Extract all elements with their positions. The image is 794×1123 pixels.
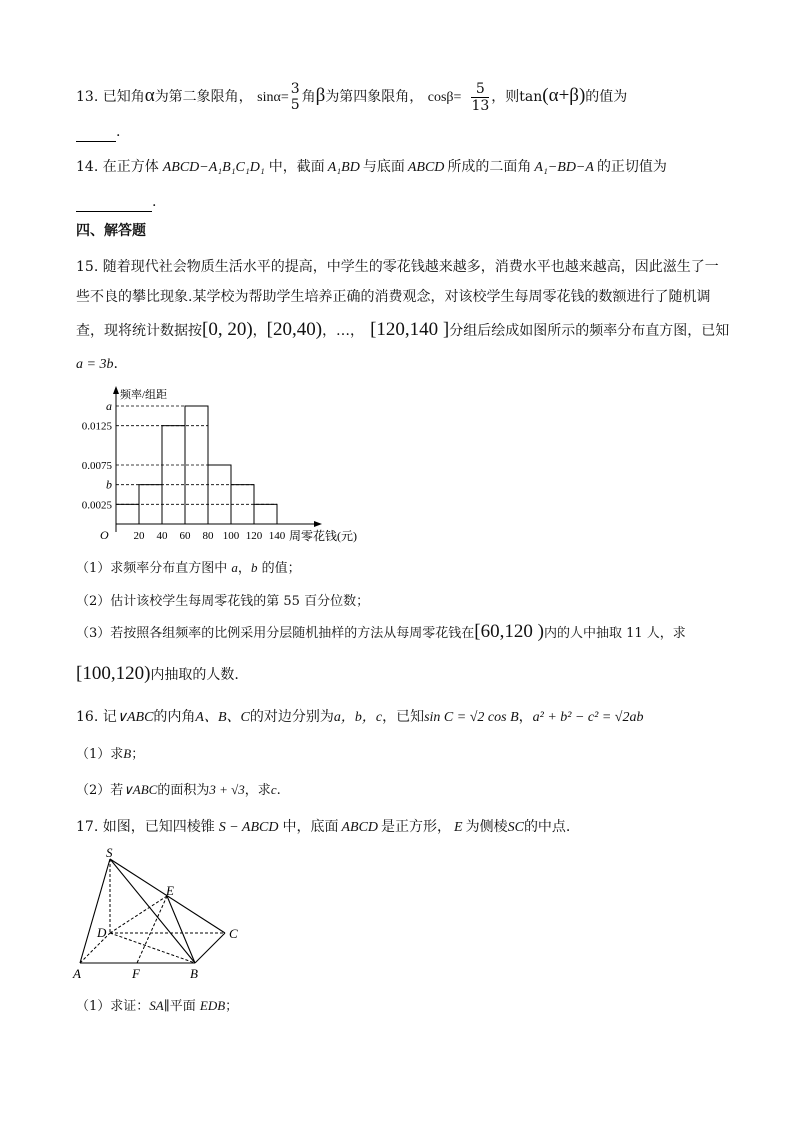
label-B: B: [190, 966, 198, 981]
q15-text: 随着现代社会物质生活水平的提高，中学生的零花钱越来越多，消费水平也越来越高，因此滋生了一: [102, 259, 719, 275]
q15-sep: ，…，: [322, 323, 365, 339]
q16-part-1: [76, 743, 144, 762]
q16-part-2-text: 的面积为: [157, 783, 210, 798]
q13-text: 角: [301, 89, 316, 105]
q17-text: 是正方形，: [381, 819, 452, 835]
q13-den-1: 5: [290, 97, 300, 113]
label-D: D: [97, 925, 107, 940]
edge-BC: [195, 933, 225, 963]
q15-sep: ，: [237, 561, 251, 576]
x-tick-100: 100: [222, 530, 240, 542]
q16-area: 3 + √3: [209, 782, 245, 797]
q14-end: .: [152, 194, 157, 210]
label-A: A: [73, 966, 81, 981]
edge-EF: [137, 896, 167, 963]
q17-end: ；: [225, 999, 239, 1014]
q16-text: ，已知: [382, 709, 425, 725]
q13-answer-blank[interactable]: [76, 127, 116, 142]
y-axis-label: 频率/组距: [120, 389, 168, 401]
q17-part-1-text: （1）求证：: [76, 999, 150, 1014]
q16-end: ；: [131, 747, 145, 762]
question-13: [76, 78, 627, 114]
q13-text: 的值为: [585, 89, 628, 105]
q15-interval-1: [0, 20): [202, 319, 253, 340]
pyramid-diagram: [70, 845, 250, 985]
y-tick-labels: [82, 399, 113, 511]
q15-part-1: [76, 557, 301, 576]
q17-text: 中，底面: [282, 819, 339, 835]
q17-point-E: E: [454, 820, 463, 835]
q15-interval-100-120: [100,120): [76, 663, 151, 684]
q13-den-2: 13: [471, 97, 490, 114]
q16-part-2-text: （2）若: [76, 783, 124, 798]
q16-triangle: ∨ABC: [123, 782, 158, 797]
q16-triangle: ∨ABC: [116, 710, 154, 725]
q13-cos: cosβ=: [427, 90, 462, 105]
q15-line-1: [76, 256, 719, 276]
q16-var-B: B: [123, 746, 132, 761]
y-tick-a: a: [106, 399, 112, 413]
q14-plane-1: A₁BD: [327, 160, 360, 175]
q14-text: 的正切值为: [596, 159, 667, 175]
y-axis-arrow: [113, 386, 119, 394]
q17-text: 如图，已知四棱锥: [102, 819, 215, 835]
q16-equation-1: sin C = √2 cos B: [424, 710, 519, 725]
q16-text: 的内角: [153, 709, 196, 725]
q15-part-1-text: 的值；: [261, 561, 301, 576]
edge-EB: [167, 896, 195, 963]
q13-fraction-1: [291, 81, 300, 113]
q17-number: 17.: [76, 819, 99, 835]
question-17: [76, 816, 570, 836]
q16-equation-2: a² + b² − c² = √2ab: [532, 710, 644, 725]
q15-number: 15.: [76, 259, 99, 275]
q16-angles: A、B、C: [195, 710, 250, 725]
q13-alpha-plus-beta: (α+β): [542, 85, 586, 106]
histogram-bar-40-60: [162, 426, 185, 524]
y-tick-0.0025: 0.0025: [81, 499, 112, 512]
q16-part-1-text: （1）求: [76, 747, 124, 762]
q16-sep: ，: [518, 709, 533, 725]
q14-number: 14.: [76, 159, 99, 175]
q17-base: ABCD: [341, 820, 379, 835]
origin-label: O: [100, 528, 109, 542]
histogram-bar-0-20: [116, 504, 139, 524]
q16-text: 记: [102, 709, 117, 725]
q16-part-2: [76, 779, 281, 798]
y-tick-b: b: [106, 477, 112, 492]
q13-number: 13.: [76, 89, 99, 105]
q15-part-3-cont: [76, 662, 239, 687]
x-tick-60: 60: [179, 530, 191, 542]
q14-answer-blank[interactable]: [76, 197, 152, 212]
x-axis-label: 周零花钱(元): [289, 529, 357, 543]
section-heading: 四、解答题: [76, 223, 146, 239]
q13-text: 已知角: [102, 89, 145, 105]
q15-interval-2: [20,40): [266, 319, 323, 340]
q15-text: 分组后绘成如图所示的频率分布直方图，已知: [449, 323, 730, 339]
q13-num-2: 5: [475, 80, 485, 97]
q13-text: ，则tan: [491, 89, 543, 105]
q17-line-SA: SA: [149, 998, 164, 1013]
q16-end: .: [276, 783, 281, 798]
x-tick-20: 20: [133, 530, 145, 542]
y-tick-0.0125: 0.0125: [81, 420, 112, 433]
q15-part-1-text: （1）求频率分布直方图中: [76, 561, 228, 576]
q14-angle: A₁−BD−A: [534, 160, 594, 175]
histogram-dashed-lines: [116, 406, 277, 504]
q13-fraction-2: [471, 81, 489, 114]
q14-cube: ABCD−A₁B₁C₁D₁: [162, 160, 265, 175]
q15-condition: [76, 356, 118, 373]
x-tick-140: 140: [268, 530, 286, 542]
q17-text: 为侧棱: [465, 819, 508, 835]
q17-text: 的中点.: [523, 819, 571, 835]
q13-alpha: α: [144, 85, 155, 106]
q13-sin: sinα=: [257, 90, 289, 105]
frequency-histogram: [66, 384, 366, 554]
q13-end: .: [116, 124, 121, 140]
q16-var-c: c: [270, 782, 277, 797]
q15-part-3: [76, 620, 686, 646]
q14-text: 中，截面: [268, 159, 325, 175]
y-tick-0.0075: 0.0075: [81, 460, 112, 472]
q15-line-2: 些不良的攀比现象.某学校为帮助学生培养正确的消费观念，对该校学生每周零花钱的数额进行了随机调: [76, 289, 711, 305]
label-E: E: [166, 883, 174, 898]
q15-var-a: a: [231, 560, 238, 575]
histogram-bar-120-140: [254, 504, 277, 524]
edge-SB: [110, 859, 195, 963]
x-tick-40: 40: [156, 530, 168, 542]
q14-text: 与底面: [362, 159, 405, 175]
q15-condition-eq: a = 3b: [76, 357, 114, 372]
x-tick-120: 120: [245, 530, 263, 542]
label-C: C: [229, 926, 238, 941]
question-16: [76, 706, 643, 726]
q15-interval-3: [120,140 ]: [370, 319, 450, 340]
x-axis-arrow: [314, 521, 322, 527]
x-tick-80: 80: [202, 530, 214, 542]
q15-sep: ，: [252, 323, 267, 339]
q13-num-1: 3: [290, 81, 300, 97]
q15-part-3-text: 内抽取的人数.: [150, 667, 239, 683]
q15-part-3-text: （3）若按照各组频率的比例采用分层随机抽样的方法从每周零花钱在: [76, 626, 475, 641]
q15-part-2: （2）估计该校学生每周零花钱的第 55 百分位数；: [76, 594, 370, 609]
q14-plane-2: ABCD: [407, 160, 445, 175]
histogram-bar-80-100: [208, 465, 231, 524]
q14-text: 所成的二面角: [447, 159, 532, 175]
q15-text: 查，现将统计数据按: [76, 323, 202, 339]
q13-beta: β: [315, 85, 326, 106]
q16-number: 16.: [76, 709, 99, 725]
q14-answer-line: [76, 192, 156, 212]
q15-line-3: [76, 318, 729, 343]
q15-interval-60-120: [60,120 ): [474, 621, 544, 642]
q14-text: 在正方体: [102, 159, 159, 175]
q17-part-1: [76, 995, 238, 1014]
q16-sides: a，b，c: [333, 710, 383, 725]
q15-part-3-text: 内的人中抽取 11 人，求: [543, 626, 686, 641]
question-14: [76, 156, 667, 178]
label-S: S: [106, 845, 113, 860]
q17-pyramid: S − ABCD: [218, 820, 279, 835]
q16-text: 的对边分别为: [249, 709, 334, 725]
q17-plane-EDB: EDB: [199, 998, 226, 1013]
q13-text: 为第二象限角，: [154, 89, 253, 105]
q16-part-2-text: ，求: [244, 783, 271, 798]
x-tick-labels: [134, 530, 286, 542]
q17-part-1-text: ∥平面: [163, 999, 196, 1014]
q17-edge-SC: SC: [507, 820, 524, 835]
q13-answer-line: [76, 122, 120, 142]
q15-var-b: b: [250, 560, 258, 575]
label-F: F: [132, 966, 140, 981]
q15-cond-end: .: [113, 356, 118, 372]
q13-text: 为第四象限角，: [325, 89, 424, 105]
